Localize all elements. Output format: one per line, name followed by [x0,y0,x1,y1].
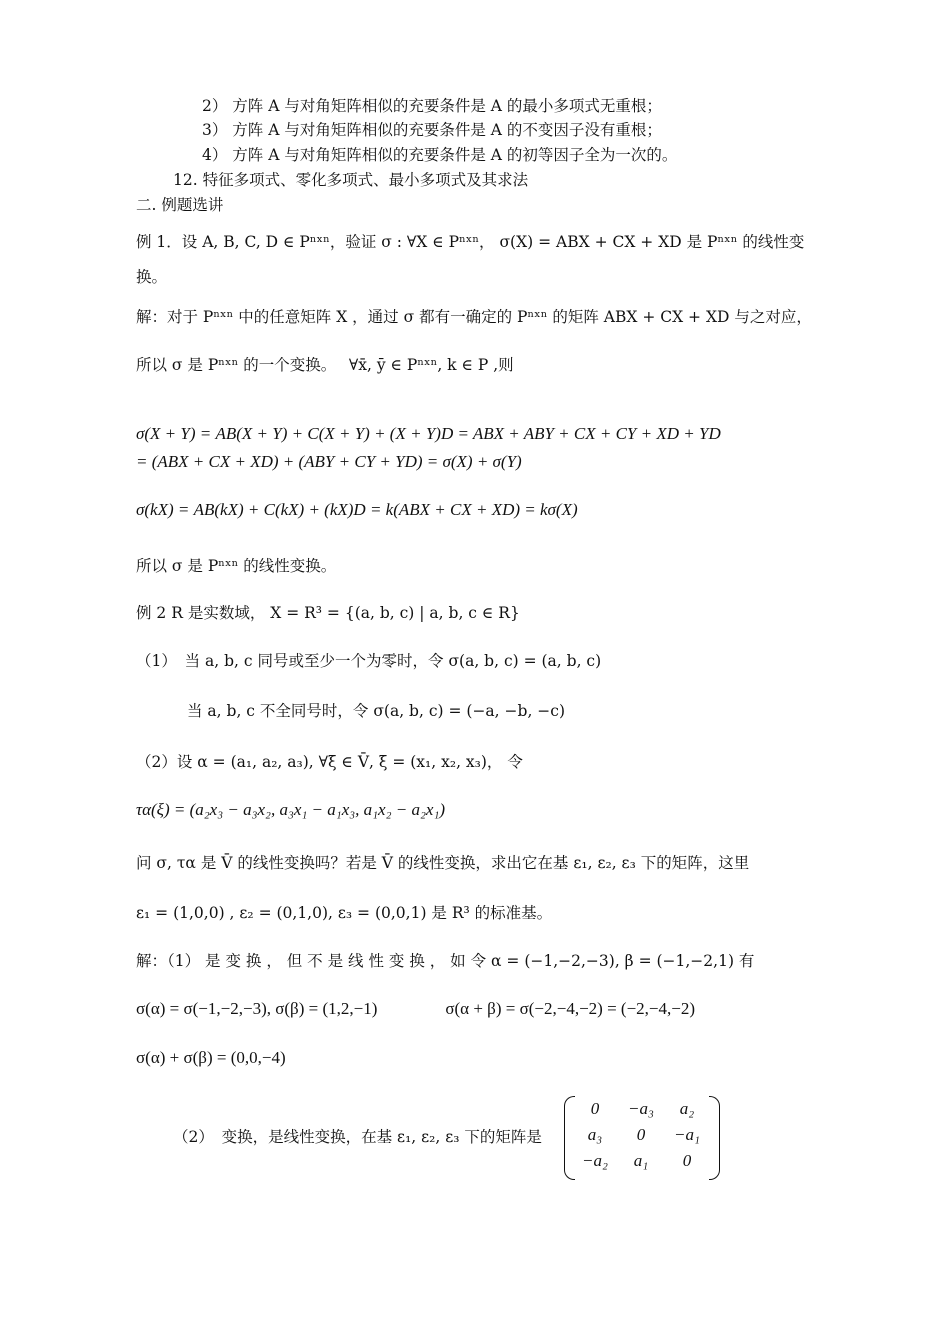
matrix-cell: −a₃ [628,1099,654,1118]
text-line: 4） 方阵 A 与对角矩阵相似的充要条件是 A 的初等因子全为一次的。 [202,146,678,164]
section-heading: 二. 例题选讲 [136,196,224,214]
equation-line: = (ABX + CX + XD) + (ABY + CY + YD) = σ(X) + σ(Y) [136,452,522,471]
text-line: 所以 σ 是 Pⁿˣⁿ 的线性变换。 [136,557,337,575]
right-bracket [709,1096,720,1180]
matrix-cell: −a₂ [582,1151,608,1170]
section-heading: 12. 特征多项式、零化多项式、最小多项式及其求法 [173,171,529,189]
matrix-cell: −a₁ [674,1125,700,1144]
question-line: 问 σ, τα 是 V̄ 的线性变换吗？若是 V̄ 的线性变换，求出它在基 ε₁, ε₂, ε₃ 下的矩阵，这里 [136,854,750,872]
equation-line: σ(kX) = AB(kX) + C(kX) + (kX)D = k(ABX + CX + XD) = kσ(X) [136,500,578,519]
matrix-cell: a₂ [679,1099,695,1118]
equation-line: σ(X + Y) = AB(X + Y) + C(X + Y) + (X + Y)D = ABX + ABY + CX + CY + XD + YD [136,424,721,443]
text-line: （2）设 α = (a₁, a₂, a₃), ∀ξ ∈ V̄, ξ = (x₁, x₂, x₃)， 令 [136,753,523,771]
matrix [572,1096,712,1178]
text-line: 当 a, b, c 不全同号时，令 σ(a, b, c) = (−a, −b, −c) [187,702,566,720]
text-line: （1） 当 a, b, c 同号或至少一个为零时，令 σ(a, b, c) = (a, b, c) [136,652,602,670]
solution-line: 解：对于 Pⁿˣⁿ 中的任意矩阵 X ，通过 σ 都有一确定的 Pⁿˣⁿ 的矩阵 ABX + CX + XD 与之对应， [136,308,812,326]
solution-line: 解：（1） 是 变 换 ， 但 不 是 线 性 变 换 ， 如 令 α = (−1,−2,−3), β = (−1,−2,1) 有 [136,952,755,970]
matrix-cell: 0 [682,1151,692,1170]
text-line: 3） 方阵 A 与对角矩阵相似的充要条件是 A 的不变因子没有重根； [202,121,662,139]
example-1-statement: 例 1．设 A, B, C, D ∈ Pⁿˣⁿ，验证 σ : ∀X ∈ Pⁿˣⁿ， σ(X) = ABX + CX + XD 是 Pⁿˣⁿ 的线性变 [136,233,805,251]
text-line: （2） 变换，是线性变换，在基 ε₁, ε₂, ε₃ 下的矩阵是 [173,1128,542,1146]
matrix-cell: 0 [636,1125,646,1144]
matrix-cell: a₃ [587,1125,603,1144]
text-line: 换。 [136,268,168,286]
example-2-statement: 例 2 R 是实数域， X = R³ = {(a, b, c) | a, b, c ∈ R} [136,604,520,622]
text-line: 2） 方阵 A 与对角矩阵相似的充要条件是 A 的最小多项式无重根； [202,97,662,115]
equation-line: σ(α) + σ(β) = (0,0,−4) [136,1048,286,1067]
text-line: 所以 σ 是 Pⁿˣⁿ 的一个变换。 ∀x̄, ȳ ∈ Pⁿˣⁿ, k ∈ P ,则 [136,356,514,374]
equation-line: σ(α) = σ(−1,−2,−3), σ(β) = (1,2,−1) σ(α + β) = σ(−2,−4,−2) = (−2,−4,−2) [136,999,695,1018]
matrix-cell: 0 [590,1099,600,1118]
matrix-cell: a₁ [633,1151,649,1170]
text-line: ε₁ = (1,0,0) , ε₂ = (0,1,0), ε₃ = (0,0,1) 是 R³ 的标准基。 [136,904,553,922]
left-bracket [564,1096,575,1180]
equation-line: τα(ξ) = (a₂x₃ − a₃x₂, a₃x₁ − a₁x₃, a₁x₂ − a₂x₁) [136,800,446,819]
